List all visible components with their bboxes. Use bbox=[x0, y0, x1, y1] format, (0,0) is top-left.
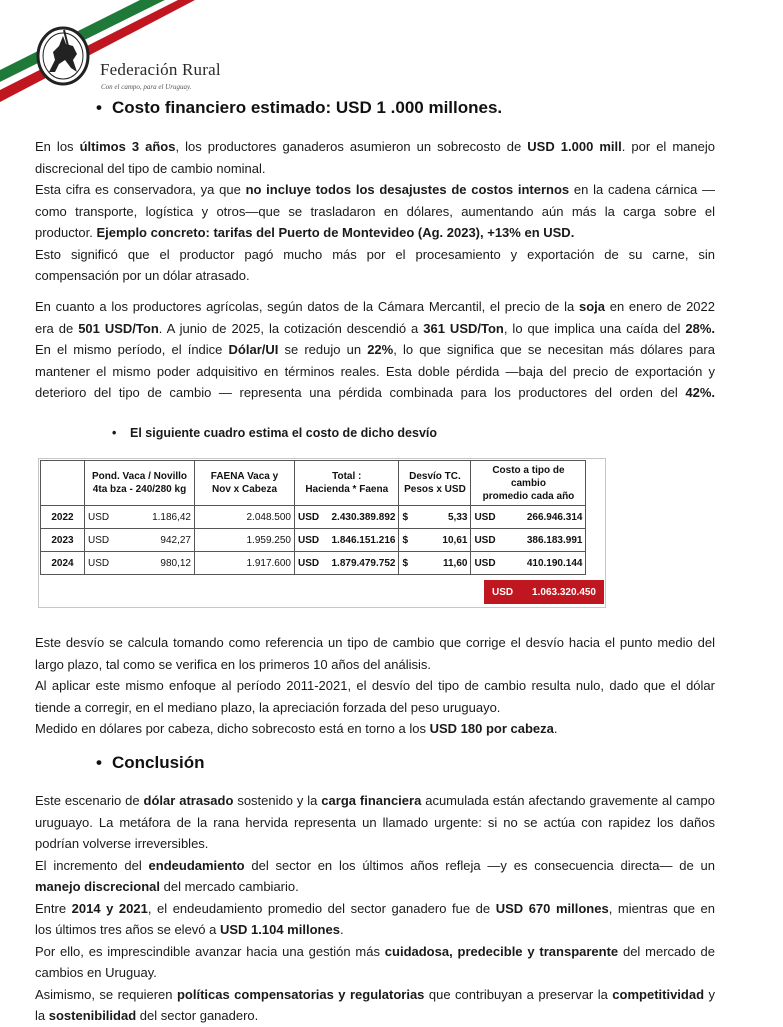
text-line: tiende a corregir, en el mediano plazo, la apreciación forzada del peso uruguayo. bbox=[35, 699, 501, 715]
total-currency: USD bbox=[492, 586, 514, 598]
text-line: En los últimos 3 años, los productores ganaderos asumieron un sobrecosto de USD 1.000 mill. por el manejo bbox=[35, 139, 715, 154]
bold-text: 42%. bbox=[685, 385, 715, 400]
text-line: Este desvío se calcula tomando como referencia un tipo de cambio que corrige el desvío hacia el punto medio del bbox=[35, 635, 715, 650]
bold-text: competitividad bbox=[612, 986, 705, 1002]
total-value: 1.063.320.450 bbox=[532, 586, 596, 598]
currency-cell: USD bbox=[85, 506, 119, 529]
desvio-cell: 10,61 bbox=[413, 529, 471, 552]
bullet-icon: • bbox=[112, 426, 117, 440]
bold-text: últimos 3 años bbox=[79, 139, 176, 154]
total-cell: 2.430.389.892 bbox=[329, 506, 399, 529]
table-row bbox=[41, 506, 586, 529]
flag-stripes bbox=[0, 0, 200, 110]
bold-text: endeudamiento bbox=[148, 857, 245, 873]
table-header-row bbox=[41, 461, 586, 506]
org-tagline: Con el campo, para el Uruguay. bbox=[101, 83, 192, 91]
currency-cell: $ bbox=[399, 529, 413, 552]
paragraph-costo bbox=[35, 136, 715, 287]
text-line: Al aplicar este mismo enfoque al período 2011-2021, el desvío del tipo de cambio resulta nulo, dado que el dólar bbox=[35, 678, 715, 693]
bold-text: USD 670 millones bbox=[495, 900, 609, 916]
pond-cell: 942,27 bbox=[119, 529, 195, 552]
faena-cell: 2.048.500 bbox=[195, 506, 295, 529]
faena-cell: 1.959.250 bbox=[195, 529, 295, 552]
bold-text: Dólar/UI bbox=[228, 342, 279, 357]
bullet-icon: • bbox=[96, 98, 102, 117]
costo-cell: 266.946.314 bbox=[501, 506, 586, 529]
pond-cell: 980,12 bbox=[119, 552, 195, 575]
currency-cell: USD bbox=[85, 552, 119, 575]
bold-text: manejo discrecional bbox=[35, 879, 160, 894]
text-line: Por ello, es imprescindible avanzar hacia una gestión más cuidadosa, predecible y transparente del mercado de bbox=[35, 943, 715, 959]
currency-cell: USD bbox=[295, 506, 329, 529]
header-total: Total : Hacienda * Faena bbox=[295, 461, 399, 506]
bold-text: dólar atrasado bbox=[143, 793, 234, 808]
section-title-costo bbox=[96, 98, 503, 118]
header-cell bbox=[41, 461, 85, 506]
text-line: era de 501 USD/Ton. A junio de 2025, la cotización descendió a 361 USD/Ton, lo que implica una caída del 28%. bbox=[35, 320, 715, 336]
text-line: cambios en Uruguay. bbox=[35, 965, 157, 980]
text-line: podrían volverse irreversibles. bbox=[35, 836, 209, 851]
text-line: Medido en dólares por cabeza, dicho sobrecosto está en torno a los USD 180 por cabeza. bbox=[35, 721, 558, 736]
table-title-text: El siguiente cuadro estima el costo de dicho desvío bbox=[130, 426, 438, 440]
text-line: la sostenibilidad del sector ganadero. bbox=[35, 1008, 259, 1023]
cost-table-grid bbox=[40, 460, 586, 575]
paragraph-conclusion bbox=[35, 790, 715, 1027]
bold-text: sostenibilidad bbox=[48, 1008, 137, 1023]
text-line: uruguayo. La metáfora de la rana hervida representa un llamado urgente: si no se actúa con rapidez los daños bbox=[35, 814, 715, 830]
bold-text: 22% bbox=[367, 342, 394, 357]
paragraph-soja bbox=[35, 296, 715, 404]
costo-cell: 386.183.991 bbox=[501, 529, 586, 552]
bold-text: cuidadosa, predecible y transparente bbox=[384, 943, 619, 959]
header-desvio: Desvío TC. Pesos x USD bbox=[399, 461, 471, 506]
text-line: deterioro del tipo de cambio — representa una pérdida combinada para los productores del orden del 42%. bbox=[35, 385, 715, 400]
cost-table bbox=[38, 458, 608, 608]
section-title-conclusion bbox=[96, 753, 205, 773]
text-line: manejo discrecional del mercado cambiario. bbox=[35, 879, 299, 894]
bold-text: USD 1.104 millones bbox=[219, 922, 340, 937]
text-line: compensación por un dólar atrasado. bbox=[35, 268, 250, 283]
text-line: Entre 2014 y 2021, el endeudamiento promedio del sector ganadero fue de USD 670 millones, mientras que en bbox=[35, 900, 715, 916]
header-pond: Pond. Vaca / Novillo 4ta bza - 240/280 kg bbox=[85, 461, 195, 506]
desvio-cell: 5,33 bbox=[413, 506, 471, 529]
bold-text: carga financiera bbox=[321, 793, 422, 808]
section-title-text: Conclusión bbox=[112, 753, 205, 772]
text-line: largo plazo, tal como se verifica en los primeros 10 años del análisis. bbox=[35, 656, 431, 672]
bold-text: USD 1.000 mill bbox=[527, 139, 622, 154]
total-cell: 1.846.151.216 bbox=[329, 529, 399, 552]
table-row bbox=[41, 529, 586, 552]
bold-text: 28%. bbox=[685, 320, 715, 336]
desvio-cell: 11,60 bbox=[413, 552, 471, 575]
faena-cell: 1.917.600 bbox=[195, 552, 295, 575]
text-line: mantener el mismo poder adquisitivo en términos reales. Esta doble pérdida —baja del precio de exportación y bbox=[35, 363, 715, 379]
text-line: discrecional del tipo de cambio nominal. bbox=[35, 160, 266, 176]
federacion-rural-logo-icon bbox=[35, 24, 91, 86]
year-cell: 2024 bbox=[41, 552, 85, 575]
bold-text: no incluye todos los desajustes de costos internos bbox=[245, 182, 570, 197]
currency-cell: USD bbox=[471, 552, 501, 575]
paragraph-desvio bbox=[35, 632, 715, 740]
text-line: En cuanto a los productores agrícolas, según datos de la Cámara Mercantil, el precio de la soja en enero de 2022 bbox=[35, 299, 715, 314]
bold-text: USD 180 por cabeza bbox=[429, 721, 554, 736]
table-title bbox=[112, 426, 438, 440]
currency-cell: $ bbox=[399, 506, 413, 529]
bold-text: políticas compensatorias y regulatorias bbox=[176, 986, 425, 1002]
text-line: Asimismo, se requieren políticas compensatorias y regulatorias que contribuyan a preservar la competitividad y bbox=[35, 986, 715, 1002]
header-costo: Costo a tipo de cambio promedio cada año bbox=[471, 461, 586, 506]
currency-cell: USD bbox=[471, 529, 501, 552]
text-line: Este escenario de dólar atrasado sostenido y la carga financiera acumulada están afectando gravemente al campo bbox=[35, 793, 715, 808]
bold-text: 501 USD/Ton bbox=[78, 320, 159, 336]
bold-text: 2014 y 2021 bbox=[71, 900, 148, 916]
pond-cell: 1.186,42 bbox=[119, 506, 195, 529]
text-line: los últimos tres años se elevó a USD 1.104 millones. bbox=[35, 922, 344, 937]
costo-cell: 410.190.144 bbox=[501, 552, 586, 575]
currency-cell: $ bbox=[399, 552, 413, 575]
text-line: productor. Ejemplo concreto: tarifas del Puerto de Montevideo (Ag. 2023), +13% en USD. bbox=[35, 225, 575, 240]
bold-text: Ejemplo concreto: tarifas del Puerto de Montevideo (Ag. 2023), +13% en USD. bbox=[96, 225, 575, 240]
bold-text: soja bbox=[578, 299, 605, 314]
text-line: Esto significó que el productor pagó mucho más por el procesamiento y exportación de su carne, sin bbox=[35, 246, 715, 262]
bold-text: 361 USD/Ton bbox=[423, 320, 504, 336]
text-line: En el mismo período, el índice Dólar/UI se redujo un 22%, lo que significa que se necesitan más dólares para bbox=[35, 342, 715, 357]
year-cell: 2022 bbox=[41, 506, 85, 529]
table-row bbox=[41, 552, 586, 575]
header-faena: FAENA Vaca y Nov x Cabeza bbox=[195, 461, 295, 506]
total-cell: 1.879.479.752 bbox=[329, 552, 399, 575]
bullet-icon: • bbox=[96, 753, 102, 772]
currency-cell: USD bbox=[85, 529, 119, 552]
text-line: Esta cifra es conservadora, ya que no incluye todos los desajustes de costos internos en la cadena cárnica — bbox=[35, 182, 715, 197]
currency-cell: USD bbox=[295, 552, 329, 575]
total-cost-cell bbox=[484, 580, 604, 604]
text-line: El incremento del endeudamiento del sector en los últimos años refleja —y es consecuencia directa— de un bbox=[35, 857, 715, 873]
currency-cell: USD bbox=[471, 506, 501, 529]
currency-cell: USD bbox=[295, 529, 329, 552]
org-name: Federación Rural bbox=[100, 60, 221, 79]
year-cell: 2023 bbox=[41, 529, 85, 552]
text-line: como transporte, logística y otros—que se trasladaron en dólares, aumentando aún más la carga sobre el bbox=[35, 203, 715, 219]
section-title-text: Costo financiero estimado: USD 1 .000 millones. bbox=[112, 98, 503, 117]
